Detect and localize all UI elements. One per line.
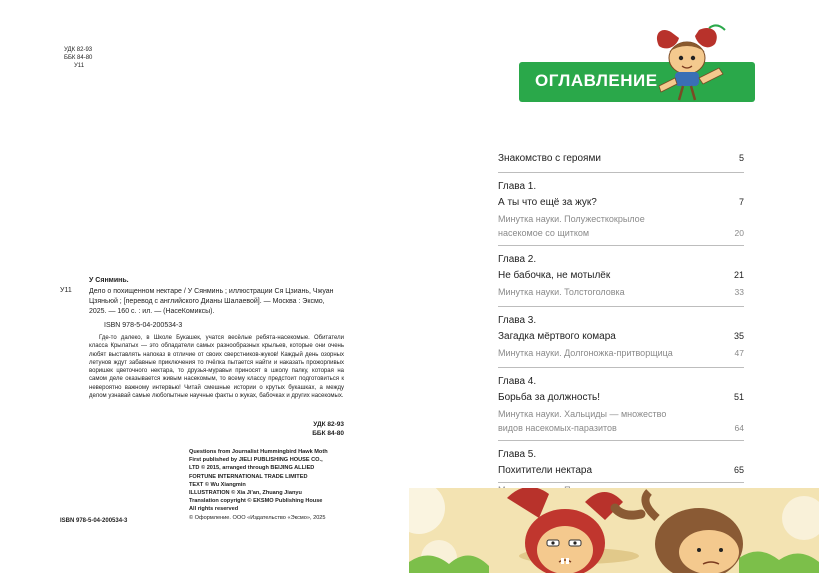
toc-chapter-2[interactable]: [498, 246, 744, 307]
bbk-code-bottom: ББК 84-80: [312, 429, 344, 437]
chapter-label: Глава 2.: [498, 254, 537, 265]
science-minute-title: Минутка науки. Полужесткокрылое: [498, 214, 645, 224]
copyright-line: All rights reserved: [189, 506, 239, 513]
chapter-page: 65: [733, 465, 744, 475]
science-minute-title: Минутка науки. Толстоголовка: [498, 287, 625, 297]
abstract-text: Где-то далеко, в Школе Букашек, учатся весёлые ребята-насекомые. Обитатели класса Крылатых — это обладатели самых разнообразных крыльев, которые они очень любят выставлять напоказ в отличие от своих сверстников-жуков! Каждый день озорных летунов ждут забавные приключения то пчёлка пытается найти и наказать прожорливых воришек цветочного нектара, то друзья-муравьи приносят в школу палку, которая на самом деле оказывается живым насекомым, то всему классу предстоит подготовиться к невероятно важному интервью! Читай смешные истории о крутых букашках, а между делом узнавай самые любопытные научные факты о жуках, бабочках и других насекомых.: [89, 335, 344, 400]
science-minute-title: Минутка науки. Долгоножка-притворщица: [498, 348, 673, 358]
author-code: У11: [60, 287, 72, 294]
bibliographic-description: Дело о похищенном нектаре / У Сянминь ; иллюстрации Ся Цзиань, Чжуан Цзяньюй ; [перевод с английского Дианы Шалаевой]. — Москва : Эксмо, 2025. — 160 с. : ил. — (НасеКомиксы).: [89, 288, 334, 315]
isbn-bottom: ISBN 978-5-04-200534-3: [60, 518, 128, 524]
copyright-line: LTD © 2015, arranged through BEIJING ALLIED: [189, 465, 315, 472]
chapter-page: 21: [733, 270, 744, 280]
science-minute-page: 64: [734, 423, 744, 433]
toc-entry-title: Знакомство с героями: [498, 153, 601, 164]
udk-block-bottom: [312, 421, 344, 438]
insect-characters-illustration: [409, 488, 819, 573]
chapter-label: Глава 4.: [498, 376, 537, 387]
table-of-contents: [498, 153, 744, 516]
udk-block-top: [64, 46, 92, 70]
isbn-inner: ISBN 978-5-04-200534-3: [104, 322, 183, 329]
copyright-line: ILLUSTRATION © Xia Ji'an, Zhuang Jianyu: [189, 490, 302, 497]
science-minute-title: насекомое со щитком: [498, 228, 590, 238]
copyright-line: TEXT © Wu Xiangmin: [189, 481, 246, 488]
copyright-line: FORTUNE INTERNATIONAL TRADE LIMITED: [189, 473, 308, 480]
science-minute-page: 20: [734, 228, 744, 238]
copyright-block: [189, 448, 364, 522]
toc-intro[interactable]: [498, 153, 744, 173]
right-page: [409, 0, 819, 573]
illustration-art: [409, 488, 819, 573]
author-mark: У11: [74, 63, 85, 69]
left-page: [0, 0, 409, 573]
toc-chapter-4[interactable]: [498, 368, 744, 441]
chapter-title: Загадка мёртвого комара: [498, 331, 616, 342]
science-minute-title: видов насекомых-паразитов: [498, 423, 617, 433]
chapter-title: Борьба за должность!: [498, 392, 601, 403]
udk-code-bottom: УДК 82-93: [313, 421, 344, 428]
chapter-label: Глава 3.: [498, 315, 537, 326]
copyright-line: Translation copyright © EKSMO Publishing House: [189, 498, 323, 505]
science-minute-page: 47: [734, 348, 744, 358]
copyright-line: © Оформление. ООО «Издательство «Эксмо», 2025: [189, 514, 326, 521]
copyright-line: First published by JIELI PUBLISHING HOUSE CO.,: [189, 457, 323, 464]
chapter-title: Не бабочка, не мотылёк: [498, 270, 611, 281]
toc-chapter-3[interactable]: [498, 307, 744, 368]
science-minute-title: Минутка науки. Хальциды — множество: [498, 409, 667, 419]
chapter-title: Похитители нектара: [498, 465, 593, 476]
author-name: У Сянминь.: [89, 277, 129, 284]
chapter-label: Глава 5.: [498, 449, 537, 460]
chapter-page: 51: [733, 392, 744, 402]
bbk-code: ББК 84-80: [64, 55, 93, 61]
chapter-title: А ты что ещё за жук?: [498, 197, 597, 208]
toc-page-number: 5: [738, 153, 744, 163]
copyright-line: Questions from Journalist Hummingbird Hawk Moth: [189, 449, 328, 455]
chapter-page: 35: [733, 331, 744, 341]
udk-code: УДК 82-93: [64, 47, 93, 53]
science-minute-page: 33: [734, 287, 744, 297]
insect-character-icon: [647, 22, 737, 104]
toc-chapter-1[interactable]: [498, 173, 744, 246]
toc-title: ОГЛАВЛЕНИЕ: [535, 71, 658, 90]
chapter-label: Глава 1.: [498, 181, 537, 192]
chapter-page: 7: [738, 197, 744, 207]
